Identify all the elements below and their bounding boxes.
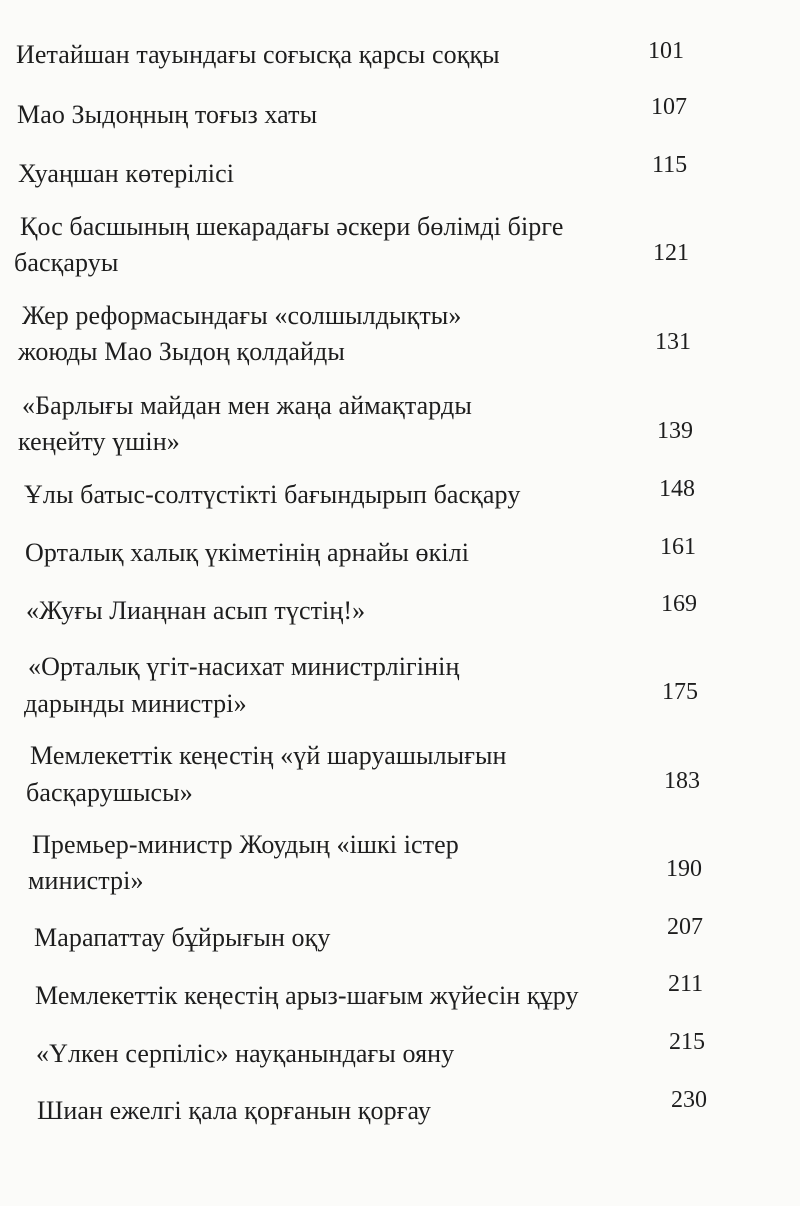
page-number: 230	[671, 1087, 707, 1113]
page-number: 139	[657, 418, 693, 444]
entry-title: «Жуғы Лиаңнан асып түстің!»	[26, 596, 366, 625]
page-number: 175	[662, 679, 698, 705]
entry-title-line-2: кеңейту үшін»	[18, 427, 180, 456]
entry-title: Ұлы батыс-солтүстікті бағындырып басқару	[24, 480, 521, 509]
entry-title-line-2: министрі»	[28, 866, 144, 895]
entry-title: Мемлекеттік кеңестің арыз-шағым жүйесін құру	[35, 981, 579, 1010]
page-number: 183	[664, 768, 700, 794]
entry-title-line-2: басқаруы	[14, 248, 119, 277]
page-number: 115	[652, 152, 688, 178]
entry-title: Марапаттау бұйрығын оқу	[34, 923, 331, 952]
entry-title: Иетайшан тауындағы соғысқа қарсы соққы	[16, 40, 500, 69]
entry-title: «Үлкен серпіліс» науқанындағы ояну	[36, 1039, 455, 1068]
page-number: 131	[655, 329, 691, 355]
page-number: 101	[648, 38, 684, 64]
entry-title-line-1: Премьер-министр Жоудың «ішкі істер	[32, 830, 459, 859]
entry-title-line-1: Қос басшының шекарадағы әскери бөлімді бірге	[20, 212, 564, 241]
entry-title: Мао Зыдоңның тоғыз хаты	[17, 100, 318, 129]
entry-title-line-2: дарынды министрі»	[24, 689, 247, 718]
entry-title: Шиан ежелгі қала қорғанын қорғау	[37, 1096, 431, 1125]
entry-title-line-1: Жер реформасындағы «солшылдықты»	[22, 301, 462, 330]
entry-title-line-1: Мемлекеттік кеңестің «үй шаруашылығын	[30, 741, 507, 770]
page-number: 207	[667, 914, 703, 940]
page-number: 121	[653, 240, 689, 266]
page-number: 169	[661, 591, 697, 617]
page-number: 107	[651, 94, 687, 120]
entry-title: Хуаңшан көтерілісі	[18, 159, 235, 188]
entry-title-line-2: жоюды Мао Зыдоң қолдайды	[18, 337, 345, 366]
page-number: 161	[660, 534, 696, 560]
entry-title: Орталық халық үкіметінің арнайы өкілі	[25, 538, 470, 567]
page-number: 148	[659, 476, 695, 502]
entry-title-line-1: «Орталық үгіт-насихат министрлігінің	[28, 652, 460, 681]
entry-title-line-1: «Барлығы майдан мен жаңа аймақтарды	[22, 391, 472, 420]
page-number: 215	[669, 1029, 705, 1055]
page-number: 211	[668, 971, 704, 997]
page-number: 190	[666, 856, 702, 882]
entry-title-line-2: басқарушысы»	[26, 778, 193, 807]
